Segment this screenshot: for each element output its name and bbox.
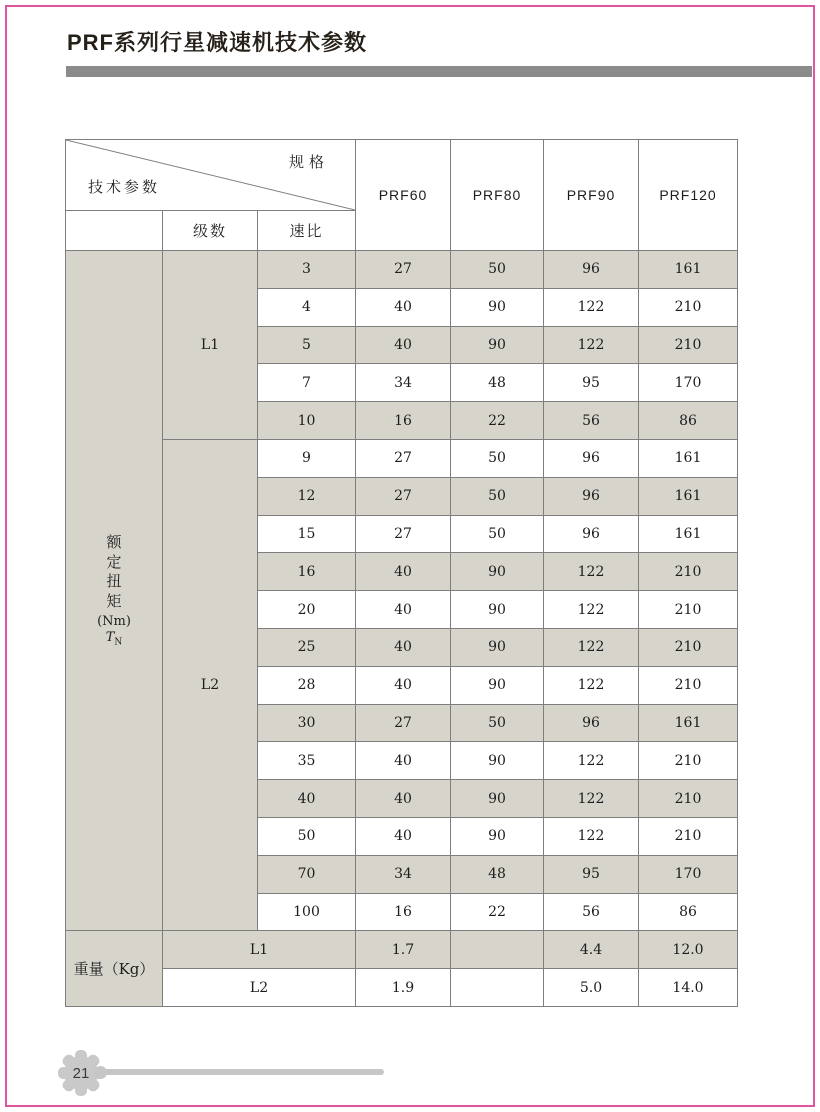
value-cell: 95: [544, 364, 639, 402]
value-cell: 90: [451, 553, 544, 591]
value-cell: 27: [356, 251, 451, 289]
value-cell: 5.0: [544, 969, 639, 1007]
ratio-cell: 9: [258, 439, 356, 477]
ratio-cell: 5: [258, 326, 356, 364]
title-underline-bar: [66, 66, 812, 77]
ratio-cell: 12: [258, 477, 356, 515]
footer-line: [104, 1069, 384, 1075]
table-row: [66, 439, 738, 477]
value-cell: 34: [356, 855, 451, 893]
value-cell: 210: [639, 553, 738, 591]
value-cell: 122: [544, 628, 639, 666]
value-cell: 90: [451, 666, 544, 704]
column-header-prf80: PRF80: [451, 140, 544, 251]
value-cell: 40: [356, 288, 451, 326]
value-cell: 96: [544, 515, 639, 553]
ratio-cell: 20: [258, 591, 356, 629]
ratio-cell: 50: [258, 817, 356, 855]
ratio-cell: 15: [258, 515, 356, 553]
value-cell: 86: [639, 893, 738, 931]
page-title: PRF系列行星减速机技术参数: [67, 30, 368, 55]
value-cell: 170: [639, 364, 738, 402]
torque-label-vertical: 额定扭矩: [106, 533, 122, 610]
stage-cell-L2: L2: [163, 439, 258, 930]
value-cell: 1.7: [356, 931, 451, 969]
diagonal-header-cell: [66, 140, 356, 211]
ratio-cell: 35: [258, 742, 356, 780]
value-cell: 14.0: [639, 969, 738, 1007]
value-cell: 210: [639, 591, 738, 629]
value-cell: 56: [544, 402, 639, 440]
spec-table-body: [66, 251, 738, 1007]
value-cell: 122: [544, 666, 639, 704]
weight-row: [66, 969, 738, 1007]
value-cell: 161: [639, 515, 738, 553]
value-cell: 16: [356, 402, 451, 440]
header-spec-label: 规格: [289, 153, 330, 171]
spec-table: [65, 139, 738, 1007]
value-cell: 22: [451, 402, 544, 440]
weight-stage-cell: L2: [163, 969, 356, 1007]
value-cell: 27: [356, 704, 451, 742]
value-cell: 34: [356, 364, 451, 402]
value-cell: 90: [451, 817, 544, 855]
value-cell: 1.9: [356, 969, 451, 1007]
value-cell: 27: [356, 477, 451, 515]
value-cell: 50: [451, 251, 544, 289]
value-cell: 90: [451, 326, 544, 364]
value-cell: 170: [639, 855, 738, 893]
value-cell: 96: [544, 251, 639, 289]
value-cell: 122: [544, 591, 639, 629]
value-cell: 50: [451, 704, 544, 742]
table-row: [66, 251, 738, 289]
value-cell: 56: [544, 893, 639, 931]
ratio-cell: 30: [258, 704, 356, 742]
value-cell: 210: [639, 326, 738, 364]
value-cell: 48: [451, 364, 544, 402]
value-cell: 122: [544, 780, 639, 818]
value-cell: 40: [356, 326, 451, 364]
ratio-cell: 7: [258, 364, 356, 402]
value-cell: 27: [356, 515, 451, 553]
stage-cell-L1: L1: [163, 251, 258, 440]
page-number: 21: [72, 1064, 90, 1082]
value-cell: 16: [356, 893, 451, 931]
value-cell: 40: [356, 780, 451, 818]
weight-label-cell: 重量（Kg）: [66, 931, 163, 1007]
value-cell: 210: [639, 742, 738, 780]
value-cell: 96: [544, 704, 639, 742]
value-cell: [451, 969, 544, 1007]
value-cell: 48: [451, 855, 544, 893]
value-cell: 122: [544, 742, 639, 780]
value-cell: 22: [451, 893, 544, 931]
value-cell: 50: [451, 515, 544, 553]
weight-stage-cell: L1: [163, 931, 356, 969]
value-cell: 96: [544, 439, 639, 477]
value-cell: 90: [451, 288, 544, 326]
header-stages: 级数: [163, 211, 258, 251]
torque-label-cell: [66, 251, 163, 931]
ratio-cell: 4: [258, 288, 356, 326]
weight-row: [66, 931, 738, 969]
header-params-label: 技术参数: [88, 178, 161, 196]
value-cell: 90: [451, 591, 544, 629]
value-cell: 210: [639, 780, 738, 818]
value-cell: 161: [639, 477, 738, 515]
value-cell: 27: [356, 439, 451, 477]
value-cell: 161: [639, 439, 738, 477]
value-cell: 161: [639, 251, 738, 289]
value-cell: 40: [356, 591, 451, 629]
value-cell: 210: [639, 817, 738, 855]
ratio-cell: 40: [258, 780, 356, 818]
value-cell: 122: [544, 326, 639, 364]
value-cell: 50: [451, 439, 544, 477]
header-row-1: [66, 140, 738, 211]
value-cell: 12.0: [639, 931, 738, 969]
value-cell: 122: [544, 817, 639, 855]
header-ratio: 速比: [258, 211, 356, 251]
value-cell: 95: [544, 855, 639, 893]
torque-symbol: [66, 630, 162, 648]
value-cell: 90: [451, 780, 544, 818]
value-cell: 122: [544, 553, 639, 591]
ratio-cell: 3: [258, 251, 356, 289]
ratio-cell: 25: [258, 628, 356, 666]
value-cell: 96: [544, 477, 639, 515]
torque-symbol-sub: N: [114, 637, 123, 648]
ratio-cell: 28: [258, 666, 356, 704]
blank-header-cell: [66, 211, 163, 251]
value-cell: 161: [639, 704, 738, 742]
value-cell: 40: [356, 817, 451, 855]
value-cell: 90: [451, 628, 544, 666]
value-cell: 4.4: [544, 931, 639, 969]
value-cell: 40: [356, 666, 451, 704]
column-header-prf60: PRF60: [356, 140, 451, 251]
ratio-cell: 100: [258, 893, 356, 931]
torque-symbol-base: T: [105, 630, 115, 646]
value-cell: 50: [451, 477, 544, 515]
torque-unit: (Nm): [97, 614, 131, 630]
value-cell: 86: [639, 402, 738, 440]
column-header-prf120: PRF120: [639, 140, 738, 251]
value-cell: 210: [639, 288, 738, 326]
value-cell: 210: [639, 666, 738, 704]
value-cell: [451, 931, 544, 969]
value-cell: 90: [451, 742, 544, 780]
value-cell: 210: [639, 628, 738, 666]
value-cell: 40: [356, 742, 451, 780]
ratio-cell: 70: [258, 855, 356, 893]
ratio-cell: 10: [258, 402, 356, 440]
value-cell: 40: [356, 553, 451, 591]
value-cell: 40: [356, 628, 451, 666]
value-cell: 122: [544, 288, 639, 326]
ratio-cell: 16: [258, 553, 356, 591]
column-header-prf90: PRF90: [544, 140, 639, 251]
